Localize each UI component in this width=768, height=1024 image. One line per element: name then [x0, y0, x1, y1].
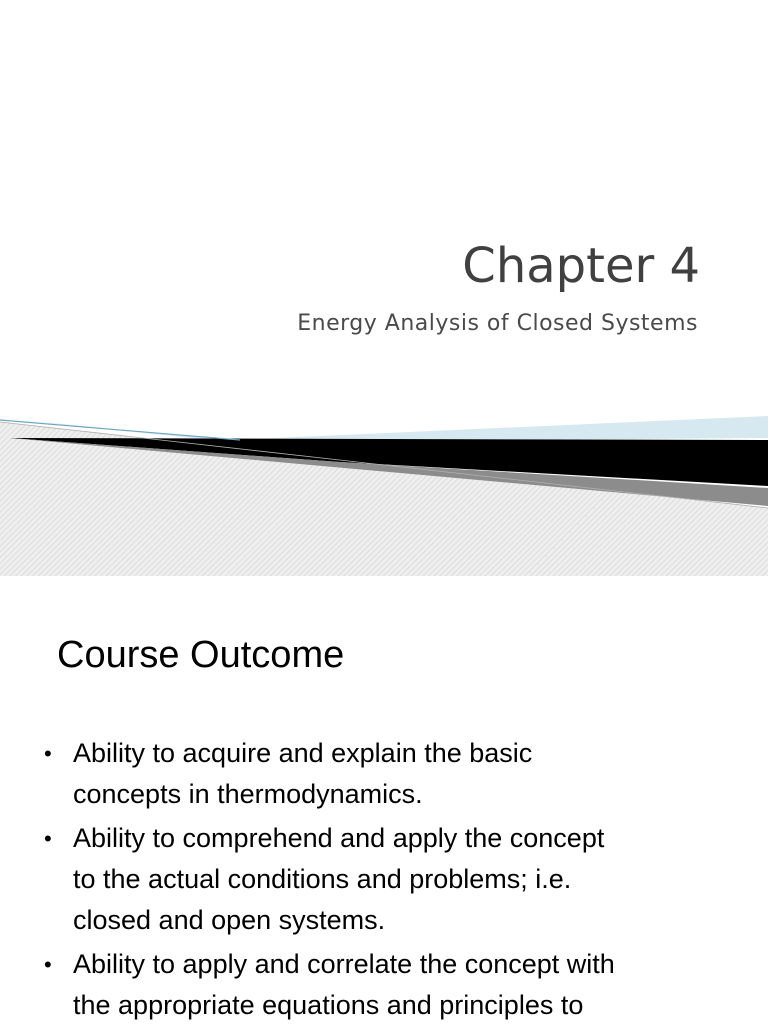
bullet-line: Ability to comprehend and apply the concept [73, 823, 605, 853]
bullet-item [44, 944, 734, 1024]
bullet-line: Ability to apply and correlate the concept with [73, 949, 615, 979]
bullet-icon: • [44, 741, 52, 766]
bullet-icon: • [44, 826, 52, 851]
bullet-icon: • [44, 952, 52, 977]
slide-subtitle: Energy Analysis of Closed Systems [297, 311, 698, 336]
bullet-line: Ability to acquire and explain the basic [73, 738, 533, 768]
bullet-item [44, 818, 734, 941]
outcome-bullet-list [44, 733, 734, 1024]
slide-heading: Course Outcome [57, 634, 345, 676]
bullet-line: closed and open systems. [73, 905, 386, 935]
bullet-line: to the actual conditions and problems; i.e. [73, 864, 572, 894]
decorative-banner [0, 410, 768, 576]
bullet-item [44, 733, 734, 815]
bullet-line: concepts in thermodynamics. [73, 779, 423, 809]
course-outcome-slide [0, 576, 768, 1024]
bullet-line: the appropriate equations and principles to [73, 990, 584, 1020]
slide-title: Chapter 4 [462, 238, 700, 294]
